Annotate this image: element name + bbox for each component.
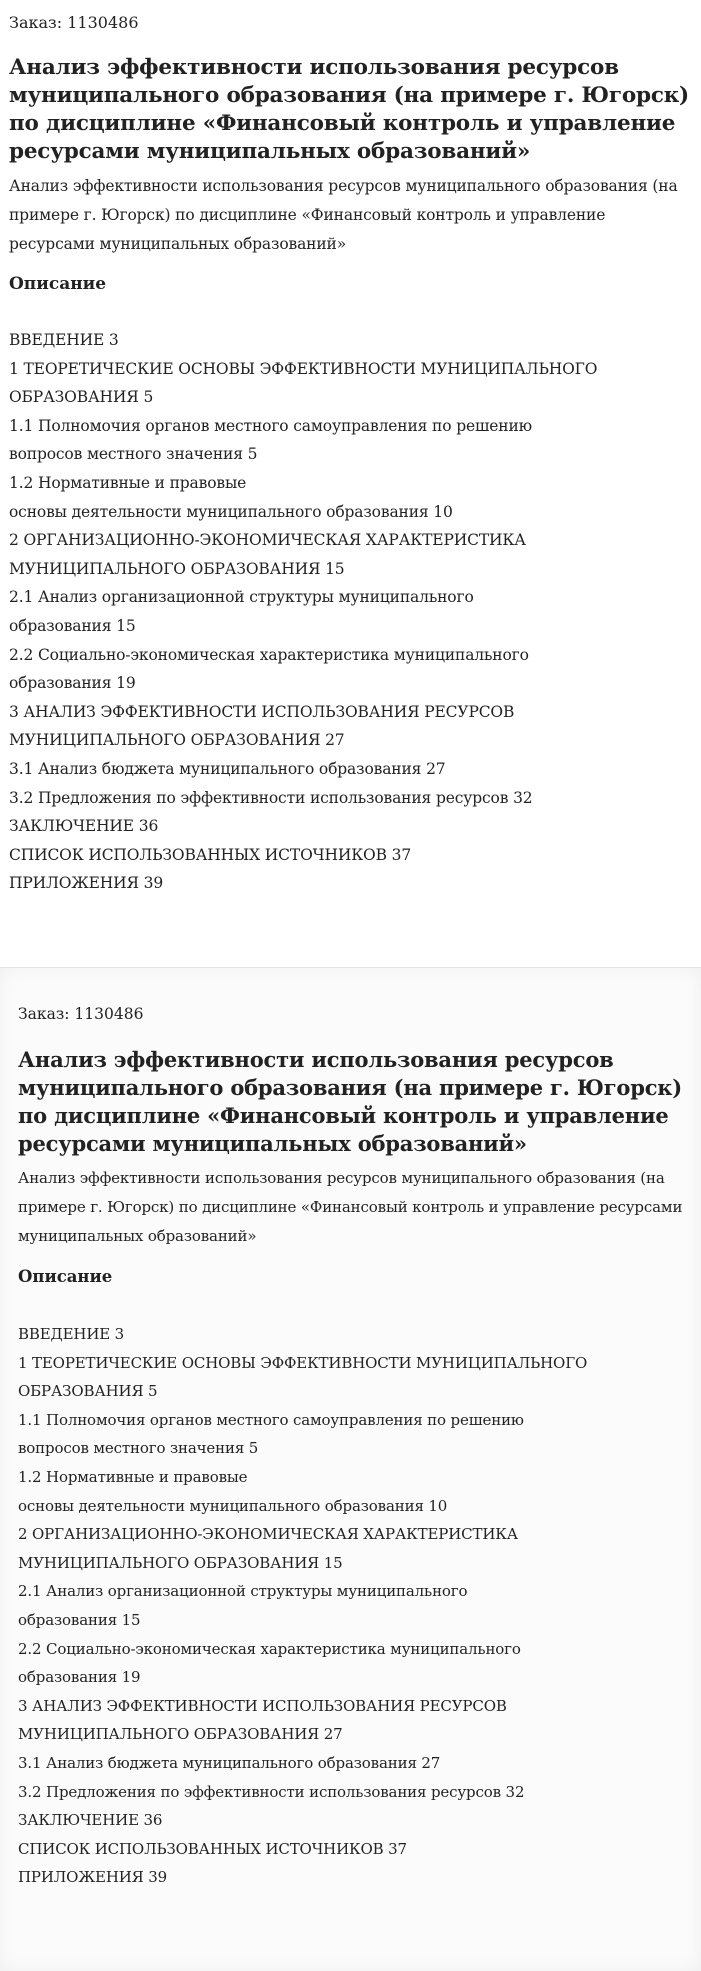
toc-line: ЗАКЛЮЧЕНИЕ 36 [18,1811,163,1830]
toc-line: 1.2 Нормативные и правовые [18,1467,248,1486]
toc-line: 2.2 Социально-экономическая характеристика муниципального [9,645,529,664]
toc-line: ПРИЛОЖЕНИЯ 39 [18,1868,168,1887]
toc-line: 1.1 Полномочия органов местного самоуправления по решению [18,1410,524,1429]
toc-line: 3 АНАЛИЗ ЭФФЕКТИВНОСТИ ИСПОЛЬЗОВАНИЯ РЕСУРСОВ [9,702,515,721]
work-subtitle: Анализ эффективности использования ресурсов муниципального образования (на примере г. Югорск) по дисциплине «Финансовый контроль и управление ресурсами муниципальных образований» [9,177,678,253]
toc-line: ВВЕДЕНИЕ 3 [18,1325,125,1343]
toc-line: 2.1 Анализ организационной структуры муниципального [9,588,474,607]
toc-line: СПИСОК ИСПОЛЬЗОВАННЫХ ИСТОЧНИКОВ 37 [9,845,412,864]
order-card-secondary [0,967,701,1971]
toc-line: 1.1 Полномочия органов местного самоуправления по решению [9,416,532,435]
toc-line: ОБРАЗОВАНИЯ 5 [18,1382,158,1401]
toc-line: 1.2 Нормативные и правовые [9,473,247,492]
toc-line: 3 АНАЛИЗ ЭФФЕКТИВНОСТИ ИСПОЛЬЗОВАНИЯ РЕСУРСОВ [18,1696,507,1715]
toc-line: образования 19 [18,1668,141,1687]
toc-line: ЗАКЛЮЧЕНИЕ 36 [9,817,159,836]
toc-line: 3.2 Предложения по эффективности использования ресурсов 32 [9,788,533,807]
toc-line: 1 ТЕОРЕТИЧЕСКИЕ ОСНОВЫ ЭФФЕКТИВНОСТИ МУНИЦИПАЛЬНОГО [9,359,598,378]
toc-line: МУНИЦИПАЛЬНОГО ОБРАЗОВАНИЯ 27 [18,1725,343,1744]
toc-line: основы деятельности муниципального образования 10 [9,502,453,521]
toc-line: 2.1 Анализ организационной структуры муниципального [18,1582,468,1601]
toc-line: образования 15 [18,1610,141,1629]
order-number: Заказ: 1130486 [9,13,139,32]
work-title: Анализ эффективности использования ресурсов муниципального образования (на примере г. Югорск) по дисциплине «Финансовый контроль и управление ресурсами муниципальных образований» [9,55,690,164]
toc-line: 2 ОРГАНИЗАЦИОННО-ЭКОНОМИЧЕСКАЯ ХАРАКТЕРИСТИКА [18,1525,518,1544]
toc-line: образования 19 [9,674,136,693]
toc-line: МУНИЦИПАЛЬНОГО ОБРАЗОВАНИЯ 15 [9,559,345,578]
table-of-contents [9,326,692,898]
toc-line: основы деятельности муниципального образования 10 [18,1496,448,1515]
toc-line: 3.1 Анализ бюджета муниципального образования 27 [18,1753,441,1772]
toc-line: образования 15 [9,616,136,635]
work-subtitle: Анализ эффективности использования ресурсов муниципального образования (на примере г. Югорск) по дисциплине «Финансовый контроль и управление ресурсами муниципальных образований» [18,1169,683,1245]
toc-line: 1 ТЕОРЕТИЧЕСКИЕ ОСНОВЫ ЭФФЕКТИВНОСТИ МУНИЦИПАЛЬНОГО [18,1353,588,1372]
toc-line: МУНИЦИПАЛЬНОГО ОБРАЗОВАНИЯ 27 [9,731,345,750]
toc-line: МУНИЦИПАЛЬНОГО ОБРАЗОВАНИЯ 15 [18,1553,343,1572]
description-heading: Описание [9,274,107,294]
toc-line: 3.2 Предложения по эффективности использования ресурсов 32 [18,1782,525,1801]
order-card-primary [0,0,701,955]
toc-line: вопросов местного значения 5 [18,1439,259,1458]
toc-line: ОБРАЗОВАНИЯ 5 [9,388,154,407]
order-number: Заказ: 1130486 [18,1005,144,1023]
toc-line: 2 ОРГАНИЗАЦИОННО-ЭКОНОМИЧЕСКАЯ ХАРАКТЕРИСТИКА [9,531,526,550]
table-of-contents [18,1320,687,1892]
toc-line: вопросов местного значения 5 [9,445,258,464]
toc-line: 2.2 Социально-экономическая характеристика муниципального [18,1639,521,1658]
description-heading: Описание [18,1267,113,1286]
work-title: Анализ эффективности использования ресурсов муниципального образования (на примере г. Югорск) по дисциплине «Финансовый контроль и управление ресурсами муниципальных образований» [18,1047,682,1156]
toc-line: СПИСОК ИСПОЛЬЗОВАННЫХ ИСТОЧНИКОВ 37 [18,1839,407,1858]
toc-line: ВВЕДЕНИЕ 3 [9,331,119,349]
toc-line: ПРИЛОЖЕНИЯ 39 [9,874,164,893]
toc-line: 3.1 Анализ бюджета муниципального образования 27 [9,759,446,778]
